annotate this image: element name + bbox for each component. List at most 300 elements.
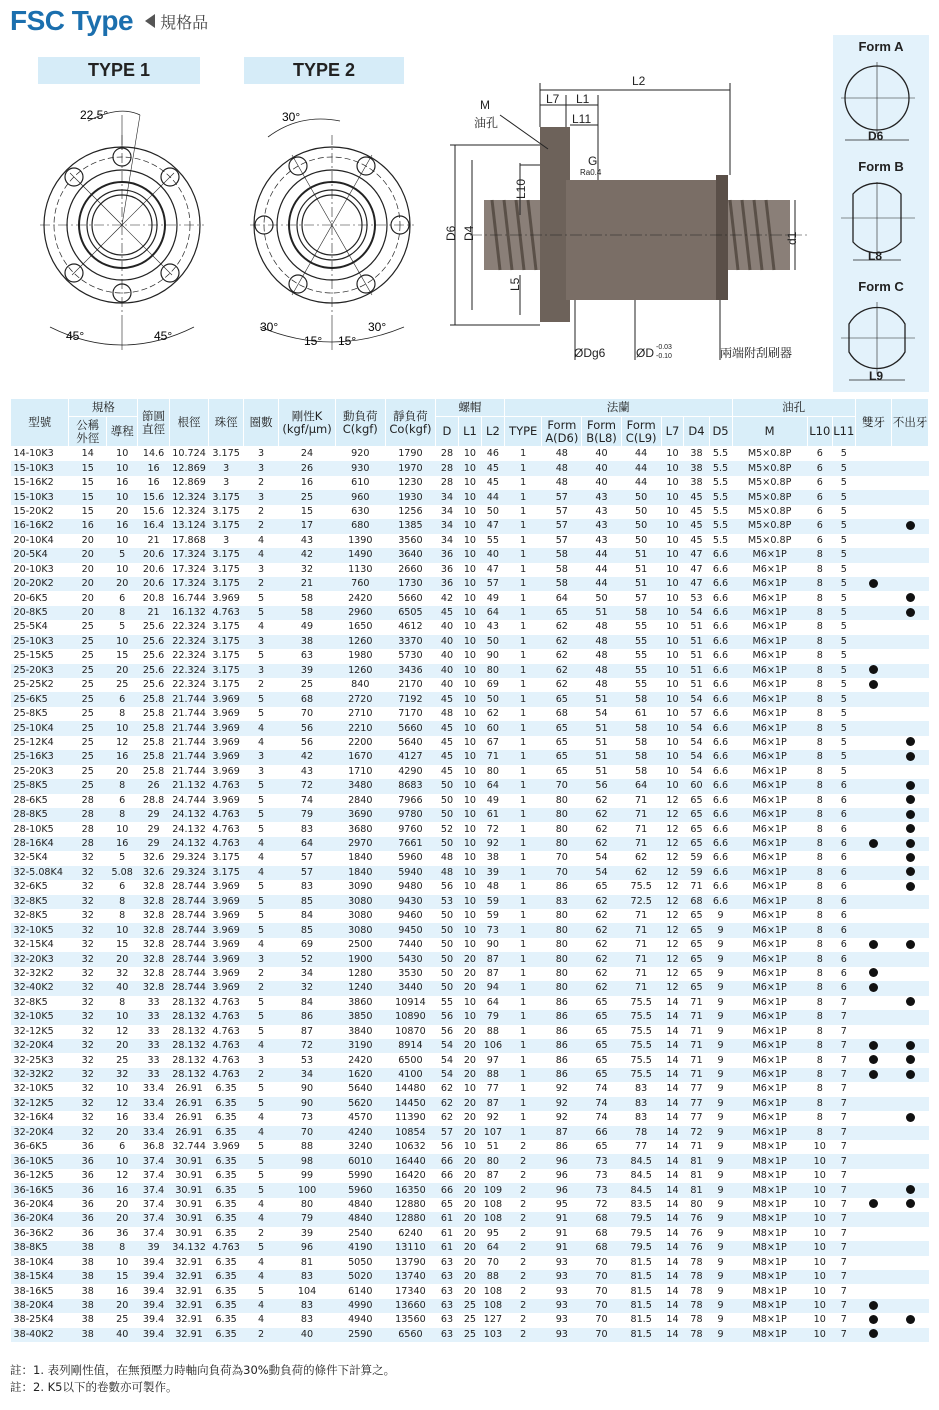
table-cell: 28.744 [169, 967, 209, 981]
table-cell: 39.4 [138, 1313, 169, 1327]
table-cell: 6 [832, 967, 855, 981]
table-cell: 87 [481, 967, 504, 981]
table-cell: 38 [481, 851, 504, 865]
table-cell: 62 [582, 895, 622, 909]
th-double: 雙牙 [855, 399, 892, 447]
table-cell: 8 [807, 866, 832, 880]
table-cell: 12 [107, 736, 138, 750]
table-cell [892, 1270, 929, 1284]
table-cell: 25.8 [138, 736, 169, 750]
table-cell: 1 [504, 476, 542, 490]
table-cell: 8 [807, 1039, 832, 1053]
table-cell: 4.763 [209, 822, 243, 836]
table-cell: 10 [661, 664, 684, 678]
table-cell: 1 [504, 736, 542, 750]
table-cell: 2 [504, 1328, 542, 1342]
table-cell: M6×1P [732, 837, 807, 851]
table-cell: 78 [684, 1256, 709, 1270]
table-cell: 70 [582, 1328, 622, 1342]
table-cell: 56 [279, 721, 335, 735]
table-cell: 74 [582, 1097, 622, 1111]
table-cell: 1 [504, 664, 542, 678]
form-c [839, 279, 923, 391]
table-cell: 71 [621, 794, 661, 808]
table-cell: 10 [807, 1284, 832, 1298]
table-cell [892, 678, 929, 692]
table-cell: 5 [832, 736, 855, 750]
table-cell: 36.8 [138, 1140, 169, 1154]
table-cell: 12.869 [169, 476, 209, 490]
table-cell: 1650 [335, 620, 385, 634]
table-cell [892, 591, 929, 605]
table-cell: 20 [107, 1039, 138, 1053]
table-cell: 25 [279, 490, 335, 504]
table-cell: 10 [807, 1140, 832, 1154]
table-cell: 1 [504, 837, 542, 851]
table-cell: 59 [481, 895, 504, 909]
angle-15-right: 15° [338, 334, 357, 348]
table-cell: 66 [435, 1154, 458, 1168]
table-cell: 75.5 [621, 1068, 661, 1082]
table-cell: 14 [661, 1328, 684, 1342]
model-cell: 38-16K5 [11, 1284, 69, 1298]
table-cell: 13110 [385, 1241, 435, 1255]
table-cell: 38 [69, 1270, 107, 1284]
table-cell: 10 [661, 635, 684, 649]
table-cell: 10 [458, 519, 481, 533]
table-cell: 4 [243, 620, 279, 634]
table-cell [855, 505, 892, 519]
table-cell: 86 [542, 1140, 582, 1154]
table-cell: 7192 [385, 692, 435, 706]
table-cell: 5020 [335, 1270, 385, 1284]
table-cell: 33.4 [138, 1111, 169, 1125]
model-cell: 36-12K5 [11, 1169, 69, 1183]
table-cell [855, 895, 892, 909]
table-cell: 3.969 [209, 923, 243, 937]
table-cell: 1230 [385, 476, 435, 490]
table-cell: 10 [807, 1154, 832, 1168]
table-cell: 64 [481, 996, 504, 1010]
table-cell: 14 [661, 1097, 684, 1111]
table-cell: 39.4 [138, 1270, 169, 1284]
table-cell: 109 [481, 1183, 504, 1197]
table-cell: 48 [582, 664, 622, 678]
table-cell: 28.132 [169, 1068, 209, 1082]
filled-dot-icon [906, 1315, 915, 1324]
table-cell: 7 [832, 1097, 855, 1111]
table-cell: 108 [481, 1284, 504, 1298]
table-cell: 73 [279, 1111, 335, 1125]
table-cell [855, 577, 892, 591]
table-row [11, 1284, 929, 1298]
table-cell: 1 [504, 606, 542, 620]
table-cell: 3 [243, 952, 279, 966]
table-cell: 15 [107, 1270, 138, 1284]
table-row [11, 692, 929, 706]
table-row [11, 1082, 929, 1096]
table-cell: 4 [243, 866, 279, 880]
table-cell: 47 [481, 563, 504, 577]
table-cell: 20 [107, 1212, 138, 1226]
table-cell: 83 [279, 1270, 335, 1284]
table-cell [855, 981, 892, 995]
table-cell: 6.6 [709, 591, 732, 605]
table-cell: 62 [582, 822, 622, 836]
table-cell: 90 [279, 1082, 335, 1096]
table-cell: 8 [807, 664, 832, 678]
label-Ra: Ra0.4 [580, 168, 602, 177]
table-cell: 7 [832, 1227, 855, 1241]
table-cell: 5 [832, 577, 855, 591]
table-cell: 51 [684, 620, 709, 634]
table-cell [892, 635, 929, 649]
table-cell: 7 [832, 1328, 855, 1342]
table-cell: 7 [832, 1126, 855, 1140]
table-cell [855, 1256, 892, 1270]
table-cell: 5 [243, 808, 279, 822]
table-cell: 36 [69, 1154, 107, 1168]
table-cell: 50 [582, 591, 622, 605]
table-cell: 50 [435, 808, 458, 822]
table-cell: 6 [832, 909, 855, 923]
table-cell: 30.91 [169, 1212, 209, 1226]
table-cell: 54 [582, 707, 622, 721]
table-cell: 10 [661, 490, 684, 504]
table-cell: 5 [832, 505, 855, 519]
table-cell: 57 [542, 505, 582, 519]
table-cell [855, 794, 892, 808]
table-cell: 6.6 [709, 765, 732, 779]
table-cell: 10632 [385, 1140, 435, 1154]
filled-dot-icon [906, 1041, 915, 1050]
table-cell: 5 [832, 635, 855, 649]
table-cell: 10 [807, 1241, 832, 1255]
table-cell: M5×0.8P [732, 505, 807, 519]
table-cell: 8 [107, 1241, 138, 1255]
table-cell: 3.969 [209, 952, 243, 966]
table-row [11, 895, 929, 909]
table-cell: 32.91 [169, 1299, 209, 1313]
model-cell: 20-6K5 [11, 591, 69, 605]
table-cell: 25.6 [138, 678, 169, 692]
table-cell: M5×0.8P [732, 447, 807, 462]
table-cell: 6010 [335, 1154, 385, 1168]
filled-dot-icon [906, 997, 915, 1006]
table-cell: 49 [481, 591, 504, 605]
table-cell: 62 [481, 707, 504, 721]
table-cell [855, 519, 892, 533]
table-cell: 3.969 [209, 909, 243, 923]
table-row [11, 721, 929, 735]
table-cell: 4570 [335, 1111, 385, 1125]
table-cell: 62 [542, 620, 582, 634]
table-cell: 1 [504, 779, 542, 793]
table-cell: 6.6 [709, 635, 732, 649]
table-cell: 25 [107, 1313, 138, 1327]
table-cell: 2 [504, 1140, 542, 1154]
table-cell: 1 [504, 577, 542, 591]
angle-22-5: 22.5° [80, 108, 109, 122]
form-b [839, 159, 923, 271]
table-cell: 25 [69, 765, 107, 779]
table-cell: 5960 [385, 851, 435, 865]
table-cell: 5 [832, 707, 855, 721]
table-cell: 3.969 [209, 895, 243, 909]
table-cell: 5 [243, 1241, 279, 1255]
table-cell: 65 [582, 1010, 622, 1024]
table-cell: 8 [807, 577, 832, 591]
table-cell: 62 [621, 851, 661, 865]
table-cell: 69 [481, 678, 504, 692]
table-cell: 107 [481, 1126, 504, 1140]
table-cell: M8×1P [732, 1227, 807, 1241]
table-cell: 9 [709, 1183, 732, 1197]
table-row [11, 750, 929, 764]
table-cell [855, 1313, 892, 1327]
th-oil: 油孔 [732, 399, 855, 417]
table-cell: 28.744 [169, 923, 209, 937]
table-cell: 83 [279, 880, 335, 894]
table-cell: 3560 [385, 534, 435, 548]
th-L10: L10 [807, 417, 832, 447]
table-cell: 6 [832, 837, 855, 851]
table-cell: 62 [582, 952, 622, 966]
table-cell: M6×1P [732, 1082, 807, 1096]
model-cell: 36-6K5 [11, 1140, 69, 1154]
table-cell: 10 [661, 577, 684, 591]
table-cell: 10890 [385, 1010, 435, 1024]
table-cell: 10 [107, 1256, 138, 1270]
filled-dot-icon [906, 781, 915, 790]
table-cell: 9 [709, 1154, 732, 1168]
table-cell: 48 [582, 678, 622, 692]
table-cell: 2 [504, 1154, 542, 1168]
table-cell: 2 [504, 1284, 542, 1298]
table-cell: 8 [807, 923, 832, 937]
table-cell: 83 [621, 1097, 661, 1111]
table-cell: 10 [458, 996, 481, 1010]
table-cell: 2 [243, 1068, 279, 1082]
table-cell: 3850 [335, 1010, 385, 1024]
table-cell: 3090 [335, 880, 385, 894]
filled-dot-icon [906, 608, 915, 617]
table-cell: 70 [542, 779, 582, 793]
table-cell: 17.868 [169, 534, 209, 548]
table-cell: 14 [661, 1111, 684, 1125]
model-cell: 32-16K4 [11, 1111, 69, 1125]
table-cell: 43 [582, 519, 622, 533]
table-cell: 15 [107, 938, 138, 952]
table-cell: M6×1P [732, 952, 807, 966]
table-cell: 25 [69, 635, 107, 649]
table-cell: 6.6 [709, 664, 732, 678]
table-cell: 3.175 [209, 851, 243, 865]
table-cell: 32.91 [169, 1256, 209, 1270]
table-cell: 108 [481, 1299, 504, 1313]
table-cell: 28.132 [169, 1053, 209, 1067]
table-cell: 20 [458, 981, 481, 995]
title-main: FSC Type [10, 5, 134, 36]
table-cell: 4 [243, 1212, 279, 1226]
table-cell [855, 1097, 892, 1111]
table-cell: 5 [243, 1140, 279, 1154]
table-cell: 32.744 [169, 1140, 209, 1154]
table-cell: 32 [69, 1039, 107, 1053]
table-cell [855, 967, 892, 981]
table-cell [892, 1183, 929, 1197]
table-cell: 2 [243, 1328, 279, 1342]
table-cell: 71 [621, 981, 661, 995]
filled-dot-icon [906, 795, 915, 804]
table-cell: 16 [107, 1111, 138, 1125]
table-cell: 6.6 [709, 721, 732, 735]
table-cell: 14 [661, 1025, 684, 1039]
table-row [11, 1328, 929, 1342]
filled-dot-icon [906, 1070, 915, 1079]
table-cell: 50 [435, 981, 458, 995]
table-cell: 2 [243, 476, 279, 490]
table-cell: 36 [69, 1183, 107, 1197]
table-cell: 26.91 [169, 1097, 209, 1111]
table-cell [892, 692, 929, 706]
table-cell: 1 [504, 447, 542, 462]
table-cell: 1 [504, 996, 542, 1010]
model-cell: 32-20K4 [11, 1126, 69, 1140]
table-cell: 60 [481, 721, 504, 735]
table-cell: 30.91 [169, 1154, 209, 1168]
filled-dot-icon [869, 680, 878, 689]
table-cell: 76 [684, 1227, 709, 1241]
table-cell: 6 [107, 591, 138, 605]
table-cell: 10 [107, 490, 138, 504]
table-cell [892, 1111, 929, 1125]
table-cell: 80 [542, 808, 582, 822]
table-cell: 7 [832, 1169, 855, 1183]
table-cell: 4240 [335, 1126, 385, 1140]
table-cell: 20 [69, 563, 107, 577]
model-cell: 15-10K3 [11, 490, 69, 504]
table-cell: 3.175 [209, 490, 243, 504]
table-cell: 63 [279, 649, 335, 663]
table-cell: 8 [807, 1053, 832, 1067]
table-cell: 32.6 [138, 851, 169, 865]
table-cell: 12 [661, 866, 684, 880]
table-cell: 28.744 [169, 880, 209, 894]
table-cell: 91 [542, 1212, 582, 1226]
table-cell: 29 [138, 837, 169, 851]
table-cell: 65 [684, 938, 709, 952]
table-cell: 32 [69, 880, 107, 894]
table-cell: 32.91 [169, 1313, 209, 1327]
table-cell: 10 [458, 534, 481, 548]
table-cell: 8 [807, 952, 832, 966]
table-cell: M6×1P [732, 577, 807, 591]
table-cell: 79 [279, 808, 335, 822]
table-cell: 8 [807, 591, 832, 605]
table-cell: 28.744 [169, 895, 209, 909]
model-cell: 25-10K3 [11, 635, 69, 649]
table-cell: 9 [709, 1126, 732, 1140]
filled-dot-icon [869, 1041, 878, 1050]
table-cell [855, 461, 892, 475]
table-cell: 10 [661, 707, 684, 721]
table-cell [855, 1227, 892, 1241]
table-cell: 73 [582, 1154, 622, 1168]
table-cell: 4.763 [209, 1025, 243, 1039]
table-row [11, 1111, 929, 1125]
table-cell: 14 [661, 1010, 684, 1024]
table-cell [855, 1140, 892, 1154]
table-cell: 5660 [385, 591, 435, 605]
table-cell: M8×1P [732, 1313, 807, 1327]
table-cell: 10 [458, 692, 481, 706]
table-cell: 14480 [385, 1082, 435, 1096]
table-cell: 48 [542, 447, 582, 462]
table-cell: 10 [458, 851, 481, 865]
table-cell: 10 [807, 1270, 832, 1284]
table-row [11, 851, 929, 865]
table-cell: 70 [542, 866, 582, 880]
table-cell: 14 [69, 447, 107, 462]
table-cell: 69 [279, 938, 335, 952]
table-cell: 5 [243, 1183, 279, 1197]
table-cell [892, 909, 929, 923]
table-cell: 5 [832, 490, 855, 504]
filled-dot-icon [869, 579, 878, 588]
table-cell: 1260 [335, 664, 385, 678]
table-cell: 12 [661, 923, 684, 937]
form-b-title: Form B [858, 159, 904, 174]
table-cell: 55 [621, 620, 661, 634]
table-cell: 22.324 [169, 620, 209, 634]
table-cell [855, 909, 892, 923]
table-cell: 5 [832, 765, 855, 779]
table-cell: 760 [335, 577, 385, 591]
table-row [11, 938, 929, 952]
table-cell: 45 [481, 476, 504, 490]
table-cell: 5 [243, 779, 279, 793]
table-cell: 8 [807, 649, 832, 663]
table-cell [892, 750, 929, 764]
table-cell: 32 [69, 1053, 107, 1067]
table-cell: 61 [435, 1241, 458, 1255]
table-cell: 8 [107, 895, 138, 909]
model-cell: 32-12K5 [11, 1025, 69, 1039]
table-cell: 2840 [335, 794, 385, 808]
form-a-title: Form A [858, 39, 904, 54]
table-row [11, 1299, 929, 1313]
table-cell: M6×1P [732, 1097, 807, 1111]
table-cell: 6 [832, 880, 855, 894]
table-cell: 6 [107, 692, 138, 706]
table-cell: 5 [832, 447, 855, 462]
label-L5: L5 [508, 277, 522, 291]
table-cell: 86 [542, 996, 582, 1010]
table-cell: 72.5 [621, 895, 661, 909]
table-cell: 7 [832, 1212, 855, 1226]
table-cell: M6×1P [732, 692, 807, 706]
table-cell: 65 [684, 909, 709, 923]
table-cell: 10 [107, 721, 138, 735]
table-cell: 51 [684, 649, 709, 663]
filled-dot-icon [869, 665, 878, 674]
table-cell: 63 [435, 1256, 458, 1270]
form-b-dim: L8 [868, 249, 883, 263]
table-cell: 840 [335, 678, 385, 692]
table-cell: 64 [279, 837, 335, 851]
table-cell: 71 [684, 1068, 709, 1082]
